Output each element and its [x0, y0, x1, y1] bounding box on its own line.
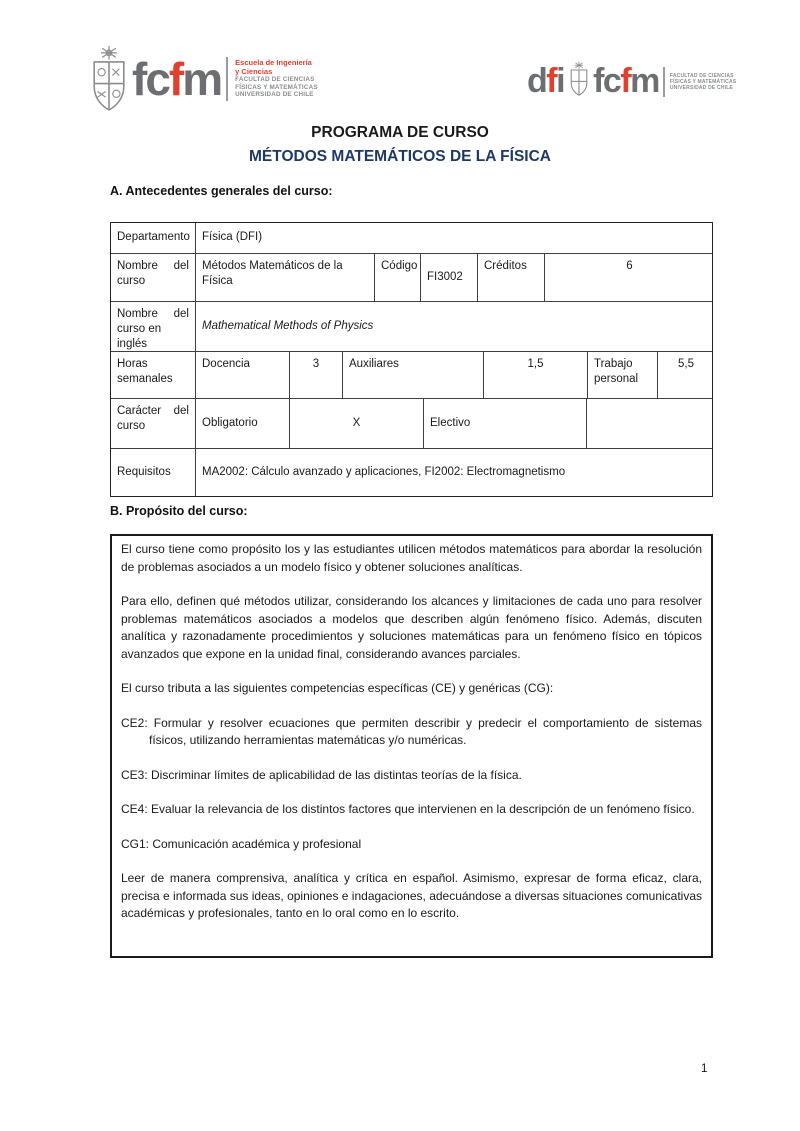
competencias-intro: El curso tributa a las siguientes competencias específicas (CE) y genéricas (CG):	[121, 681, 554, 695]
electivo-label: Electivo	[423, 399, 586, 448]
caracter-label: Carácter del curso	[117, 405, 189, 433]
codigo-label: Código	[374, 254, 420, 301]
uchile-shield-icon	[86, 46, 132, 112]
competencia-cg1: CG1: Comunicación académica y profesional	[121, 836, 362, 851]
document-title	[0, 121, 800, 169]
electivo-value	[586, 399, 714, 448]
cg1-descripcion: Leer de manera comprensiva, analítica y crítica en español. Asimismo, expresar de forma eficaz, clara, precisa e informada sus ideas, opiniones e indagaciones, adecuándose a diversas situaciones comunicativas académicas y profesionales, tanto en lo oral como en lo escrito.	[121, 871, 703, 920]
table-row-nombre-curso	[111, 253, 712, 301]
competencia-ce2: CE2: Formular y resolver ecuaciones que permiten describir y predecir el comportamiento de sistemas físicos, utilizando herramientas matemáticas y/o numéricas.	[121, 715, 702, 747]
fcfm-wordmark: fcfm	[132, 52, 222, 105]
purpose-text-box	[110, 534, 713, 958]
table-row-requisitos	[111, 448, 712, 496]
purpose-paragraph: El curso tiene como propósito los y las estudiantes utilicen métodos matemáticos para abordar la resolución de problemas asociados a un modelo físico y obtener soluciones analíticas.	[121, 542, 702, 574]
fcfm-wordmark-small: fcfm	[593, 62, 659, 101]
table-row-caracter	[111, 398, 712, 448]
dfi-tagline: FACULTAD DE CIENCIAS FÍSICAS Y MATEMÁTICAS UNIVERSIDAD DE CHILE	[669, 73, 737, 91]
trabajo-label: Trabajo personal	[587, 352, 657, 398]
dfi-wordmark: dfi	[527, 62, 565, 101]
requisitos-value: MA2002: Cálculo avanzado y aplicaciones, FI2002: Electromagnetismo	[195, 449, 714, 496]
nombre-ingles-label: Nombre del curso en inglés	[117, 308, 189, 351]
table-row-departamento	[111, 223, 712, 253]
page-number: 1	[701, 1063, 708, 1075]
auxiliares-value: 1,5	[483, 352, 587, 398]
docencia-label: Docencia	[195, 352, 289, 398]
purpose-paragraph: Para ello, definen qué métodos utilizar, considerando los alcances y limitaciones de cada uno para resolver problemas matemáticos asociados a modelos que describen algún fenómeno físico. Además, discuten analítica y razonadamente procedimientos y soluciones matemáticas para un fenómeno físico en tópicos avanzados que expone en la unidad final, considerando avances parciales.	[121, 594, 702, 661]
logo-divider	[663, 67, 665, 97]
codigo-value: FI3002	[420, 254, 477, 301]
obligatorio-label: Obligatorio	[195, 399, 289, 448]
logo-divider	[226, 57, 228, 101]
auxiliares-label: Auxiliares	[342, 352, 483, 398]
nombre-curso-label: Nombre del curso	[117, 260, 189, 288]
nombre-curso-value: Métodos Matemáticos de la Física	[195, 254, 374, 301]
uchile-shield-small-icon	[567, 60, 591, 98]
requisitos-label: Requisitos	[117, 465, 171, 478]
nombre-ingles-value: Mathematical Methods of Physics	[195, 302, 714, 351]
trabajo-value: 5,5	[657, 352, 714, 398]
creditos-label: Créditos	[477, 254, 544, 301]
title-line-1: PROGRAMA DE CURSO	[311, 124, 489, 141]
fcfm-logo	[86, 44, 318, 114]
obligatorio-value: X	[289, 399, 423, 448]
table-row-nombre-ingles	[111, 301, 712, 351]
docencia-value: 3	[289, 352, 342, 398]
general-info-table	[110, 222, 713, 497]
title-line-2: MÉTODOS MATEMÁTICOS DE LA FÍSICA	[249, 148, 551, 165]
creditos-value: 6	[544, 254, 714, 301]
departamento-label: Departamento	[117, 231, 190, 244]
section-b-heading: B. Propósito del curso:	[110, 504, 248, 518]
competencia-ce3: CE3: Discriminar límites de aplicabilidad de las distintas teorías de la física.	[121, 767, 522, 782]
table-row-horas	[111, 351, 712, 398]
competencia-ce4: CE4: Evaluar la relevancia de los distintos factores que intervienen en la descripción de un fenómeno físico.	[121, 802, 695, 816]
fcfm-tagline: Escuela de Ingeniería y Ciencias FACULTAD DE CIENCIAS FÍSICAS Y MATEMÁTICAS UNIVERSIDAD DE CHILE	[235, 58, 318, 99]
horas-label: Horas semanales	[117, 358, 173, 386]
departamento-value: Física (DFI)	[195, 223, 714, 253]
dfi-fcfm-logo	[527, 56, 736, 108]
section-a-heading: A. Antecedentes generales del curso:	[110, 184, 333, 198]
